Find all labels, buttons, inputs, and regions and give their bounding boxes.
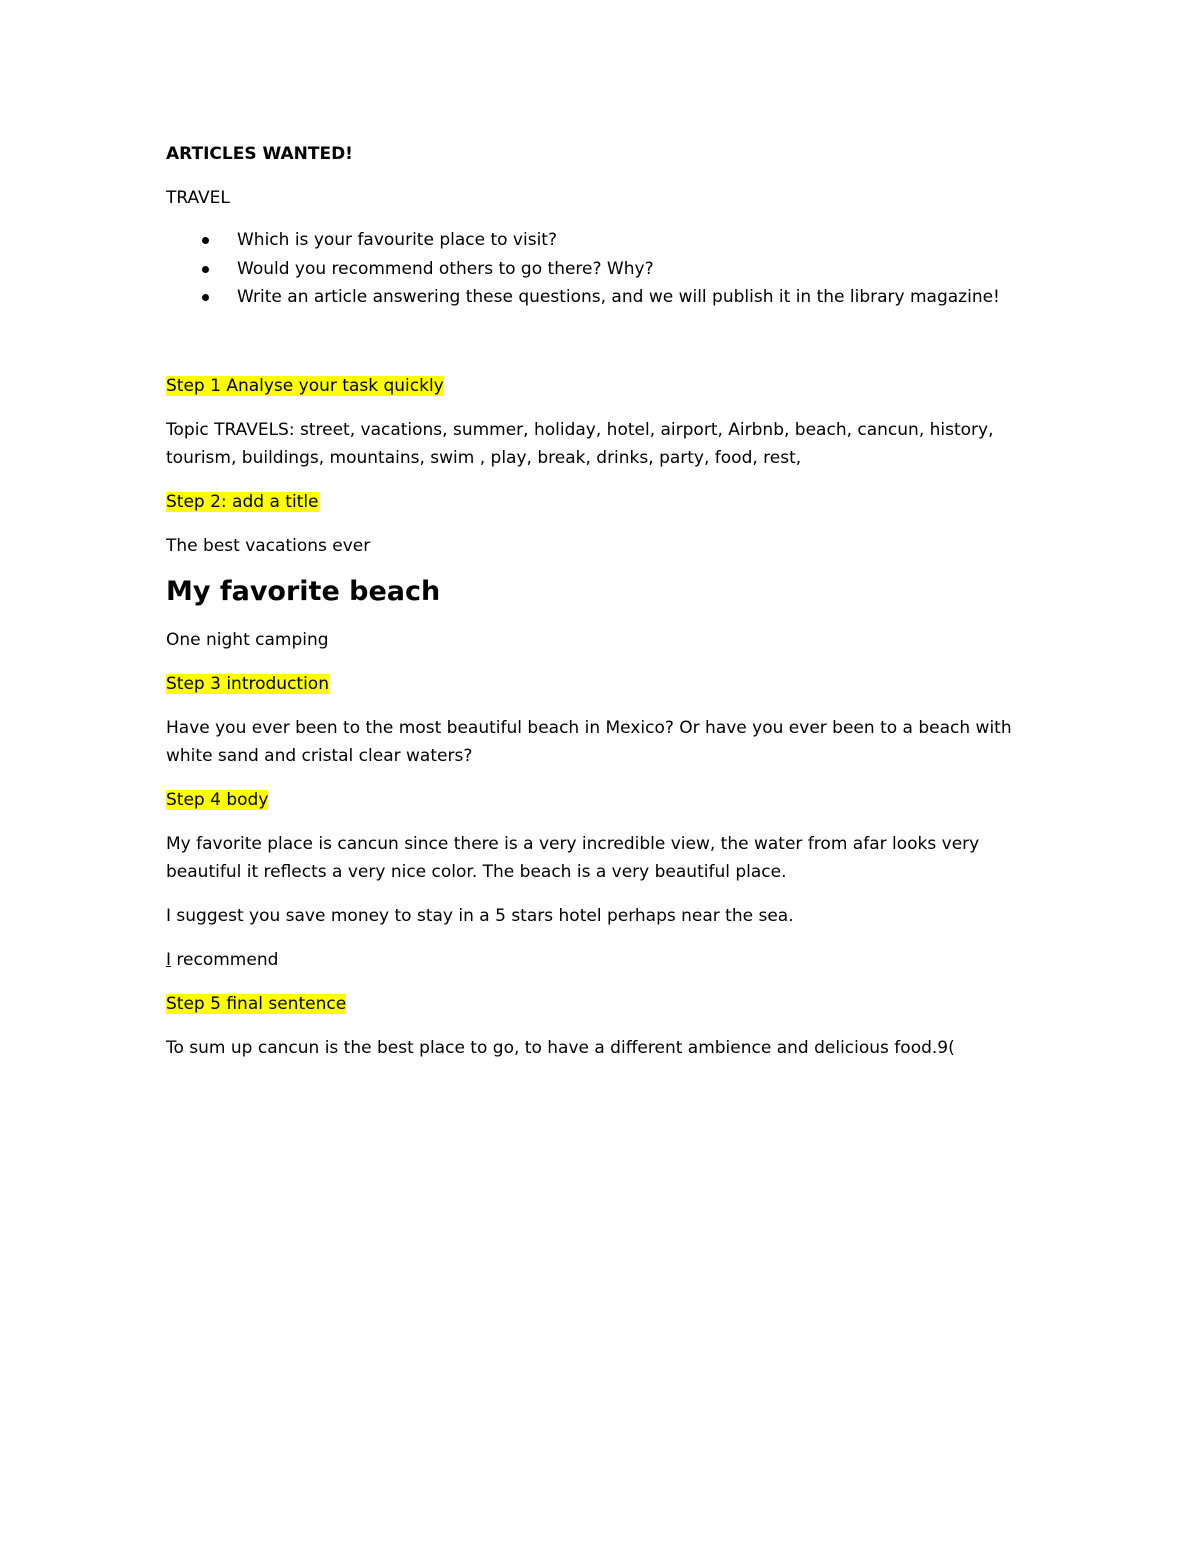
- bullet-text: Write an article answering these questions, and we will publish it in the library magazine!: [237, 287, 1000, 307]
- suggest-sentence: I suggest you save money to stay in a 5 stars hotel perhaps near the sea.: [166, 905, 794, 926]
- step1-heading: [166, 372, 1046, 400]
- step1-label: Step 1 Analyse your task quickly: [166, 375, 444, 396]
- title-option: One night camping: [166, 629, 329, 650]
- list-item: [166, 283, 1046, 312]
- final-sentence: To sum up cancun is the best place to go, to have a different ambience and delicious food.9(: [166, 1037, 955, 1058]
- document-title: ARTICLES WANTED!: [166, 144, 353, 164]
- step4-label: Step 4 body: [166, 789, 269, 810]
- intro-line: Have you ever been to the most beautiful beach in Mexico? Or have you ever been to a beach with: [166, 717, 1012, 738]
- question-list: [166, 226, 1046, 312]
- bullet-icon: [202, 237, 209, 244]
- recommend-initial: I: [166, 949, 172, 970]
- step5-heading: [166, 990, 1046, 1018]
- bullet-text: Which is your favourite place to visit?: [237, 230, 557, 250]
- document-content: [166, 140, 1046, 1062]
- recommend-rest: recommend: [171, 949, 279, 970]
- section-label: TRAVEL: [166, 188, 230, 208]
- recommend-sentence: [166, 946, 1046, 974]
- body-line: My favorite place is cancun since there is a very incredible view, the water from afar looks very: [166, 833, 980, 854]
- body-line: beautiful it reflects a very nice color. The beach is a very beautiful place.: [166, 861, 787, 882]
- step4-heading: [166, 786, 1046, 814]
- topic-line: tourism, buildings, mountains, swim , play, break, drinks, party, food, rest,: [166, 447, 802, 468]
- step5-label: Step 5 final sentence: [166, 993, 347, 1014]
- spacer: [166, 312, 1046, 372]
- step2-heading: [166, 488, 1046, 516]
- list-item: [166, 226, 1046, 255]
- list-item: [166, 255, 1046, 284]
- step2-label: Step 2: add a title: [166, 491, 319, 512]
- title-option-heading: My favorite beach: [166, 575, 441, 607]
- step3-heading: [166, 670, 1046, 698]
- body-paragraph: [166, 830, 1046, 886]
- topic-paragraph: [166, 416, 1046, 472]
- bullet-text: Would you recommend others to go there? Why?: [237, 258, 654, 279]
- topic-line: Topic TRAVELS: street, vacations, summer, holiday, hotel, airport, Airbnb, beach, cancun, history,: [166, 419, 994, 440]
- bullet-icon: [202, 266, 209, 273]
- step3-label: Step 3 introduction: [166, 673, 329, 694]
- title-option: The best vacations ever: [166, 535, 371, 556]
- bullet-icon: [202, 294, 209, 301]
- intro-paragraph: [166, 714, 1046, 770]
- intro-line: white sand and cristal clear waters?: [166, 745, 473, 766]
